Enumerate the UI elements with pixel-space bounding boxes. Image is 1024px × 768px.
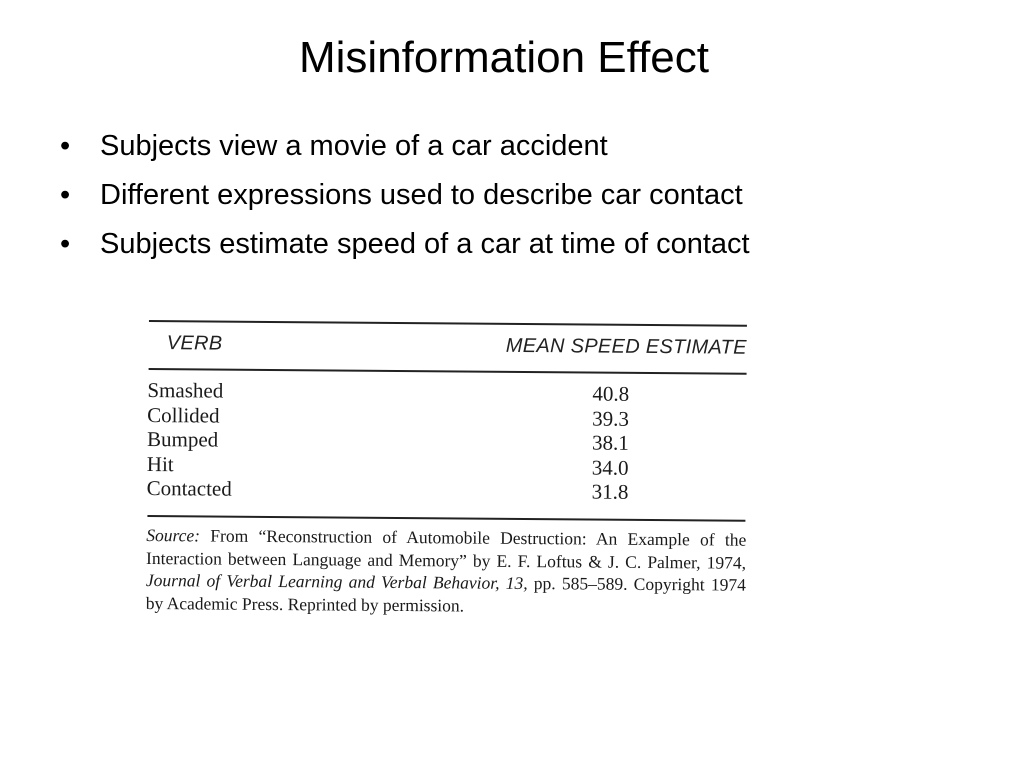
verb-cell: Bumped: [146, 427, 219, 452]
bullet-item: [60, 220, 750, 269]
bullet-text: Different expressions used to describe car contact: [100, 179, 743, 211]
verb-cell: Collided: [147, 402, 220, 428]
verb-cell: Contacted: [146, 476, 232, 501]
source-citation: [146, 524, 747, 619]
bullet-item: [60, 171, 750, 220]
bullet-dot-icon: •: [60, 179, 71, 211]
source-text-part-1: From “Reconstruction of Automobile Destruction: An Example of the Interaction between Language and Memory” by E. F. Loftus & J. C. Palmer, 1974,: [146, 525, 747, 573]
bullet-list: [60, 122, 750, 269]
source-label: Source:: [146, 525, 201, 546]
table-top-rule: [149, 320, 747, 327]
column-header-verb: VERB: [166, 332, 223, 355]
verb-cell: Smashed: [147, 378, 224, 403]
speed-cell: 34.0: [591, 454, 629, 480]
bullet-dot-icon: •: [60, 228, 71, 260]
bullet-text: Subjects estimate speed of a car at time of contact: [100, 228, 750, 260]
table-bottom-rule: [147, 515, 745, 522]
speed-estimate-table-figure: [144, 316, 750, 641]
source-text-part-2: pp. 585–589. Copyright 1974 by Academic Press. Reprinted by permission.: [145, 573, 746, 615]
bullet-item: [60, 122, 750, 171]
column-header-mean-speed: MEAN SPEED ESTIMATE: [505, 334, 747, 359]
speed-cell: 38.1: [591, 430, 629, 455]
table-header-rule: [149, 368, 747, 375]
bullet-dot-icon: •: [60, 130, 71, 162]
speed-cell: 39.3: [592, 406, 630, 431]
speed-cell: 31.8: [591, 479, 629, 504]
table-row: [146, 476, 746, 505]
bullet-text: Subjects view a movie of a car accident: [100, 130, 608, 162]
table-body: [146, 378, 747, 505]
verb-cell: Hit: [146, 451, 174, 476]
source-journal: Journal of Verbal Learning and Verbal Behavior, 13,: [145, 570, 528, 593]
speed-cell: 40.8: [592, 381, 630, 406]
slide-title: Misinformation Effect: [298, 33, 709, 82]
